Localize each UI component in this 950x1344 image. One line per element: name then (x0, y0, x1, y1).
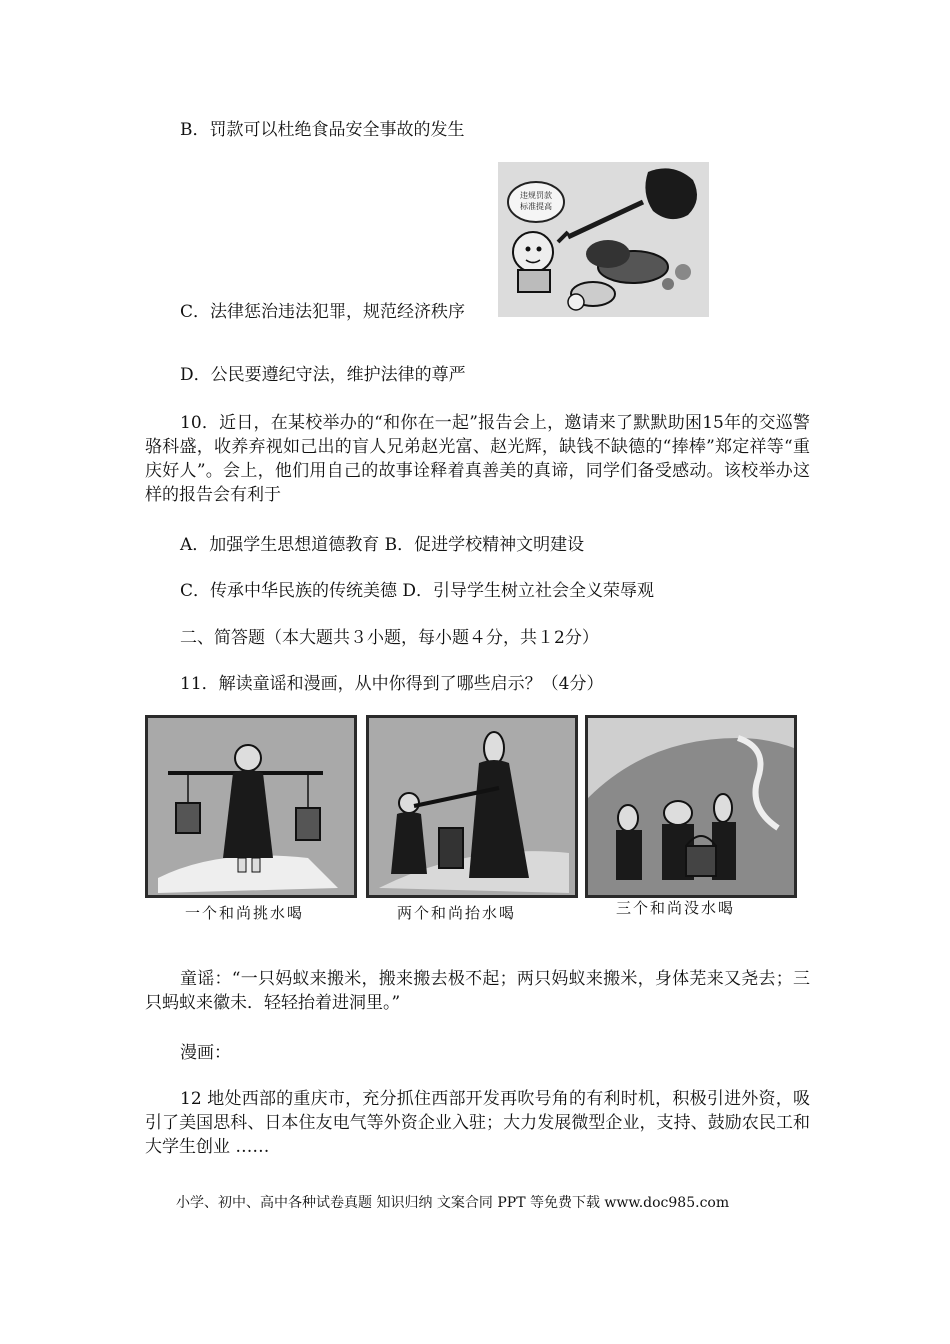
q9-option-d: D．公民要遵纪守法，维护法律的尊严 (180, 365, 466, 385)
comic-caption-2: 两个和尚抬水喝 (397, 904, 517, 922)
comic-panel-two-drawing (369, 718, 575, 895)
comic-panel-one-drawing (148, 718, 354, 895)
svg-text:标准提高: 标准提高 (520, 202, 552, 211)
q12-stem: 12 地处西部的重庆市，充分抓住西部开发再吹号角的有利时机，积极引进外资，吸引了美国思科、日本住友电气等外资企业入驻；大力发展微型企业，支持、鼓励农民工和大学生创业 …… (145, 1089, 810, 1157)
page-footer: 小学、初中、高中各种试卷真题 知识归纳 文案合同 PPT 等免费下载 www.doc985.com (176, 1195, 730, 1211)
section-2-title: 二、简答题（本大题共３小题，每小题４分，共１2分） (180, 628, 599, 648)
q11-stem: 11．解读童谣和漫画，从中你得到了哪些启示？（4分） (180, 674, 604, 694)
comic-caption-3: 三个和尚没水喝 (616, 899, 736, 917)
q11-rhyme: 童谣：“一只妈蚁来搬米，搬来搬去极不起；两只妈蚁来搬米，身体芜来又尧去；三只蚂蚁来徽未．轻轻抬着进洞里。” (145, 969, 810, 1013)
food-safety-cartoon (498, 162, 709, 317)
comic-panel-three-monks (585, 715, 797, 898)
q10-stem: 10．近日，在某校举办的“和你在一起”报告会上，邀请来了默默助困15年的交巡警骆科盛，收养弃视如己出的盲人兄弟赵光富、赵光辉，缺钱不缺德的“捧棒”郑定祥等“重庆好人”。会上，他们用自己的故事诠释着真善美的真谛，同学们备受感动。该校举办这样的报告会有利于 (145, 413, 810, 505)
q10-options-cd: C．传承中华民族的传统美德 D．引导学生树立社会全义荣辱观 (180, 581, 655, 601)
comic-caption-1: 一个和尚挑水喝 (185, 904, 305, 922)
svg-text:违规罚款: 违规罚款 (520, 191, 552, 200)
q9-option-c: C．法律惩治违法犯罪，规范经济秩序 (180, 302, 466, 322)
comic-panel-two-monks (366, 715, 578, 898)
comic-panel-three-drawing (588, 718, 794, 895)
q11-comic-label: 漫画： (180, 1043, 231, 1063)
q10-options-ab: A．加强学生思想道德教育 B．促进学校精神文明建设 (180, 535, 585, 555)
food-safety-cartoon-drawing (498, 162, 709, 317)
q9-option-b: B．罚款可以杜绝食品安全事故的发生 (180, 120, 465, 140)
comic-panel-one-monk (145, 715, 357, 898)
